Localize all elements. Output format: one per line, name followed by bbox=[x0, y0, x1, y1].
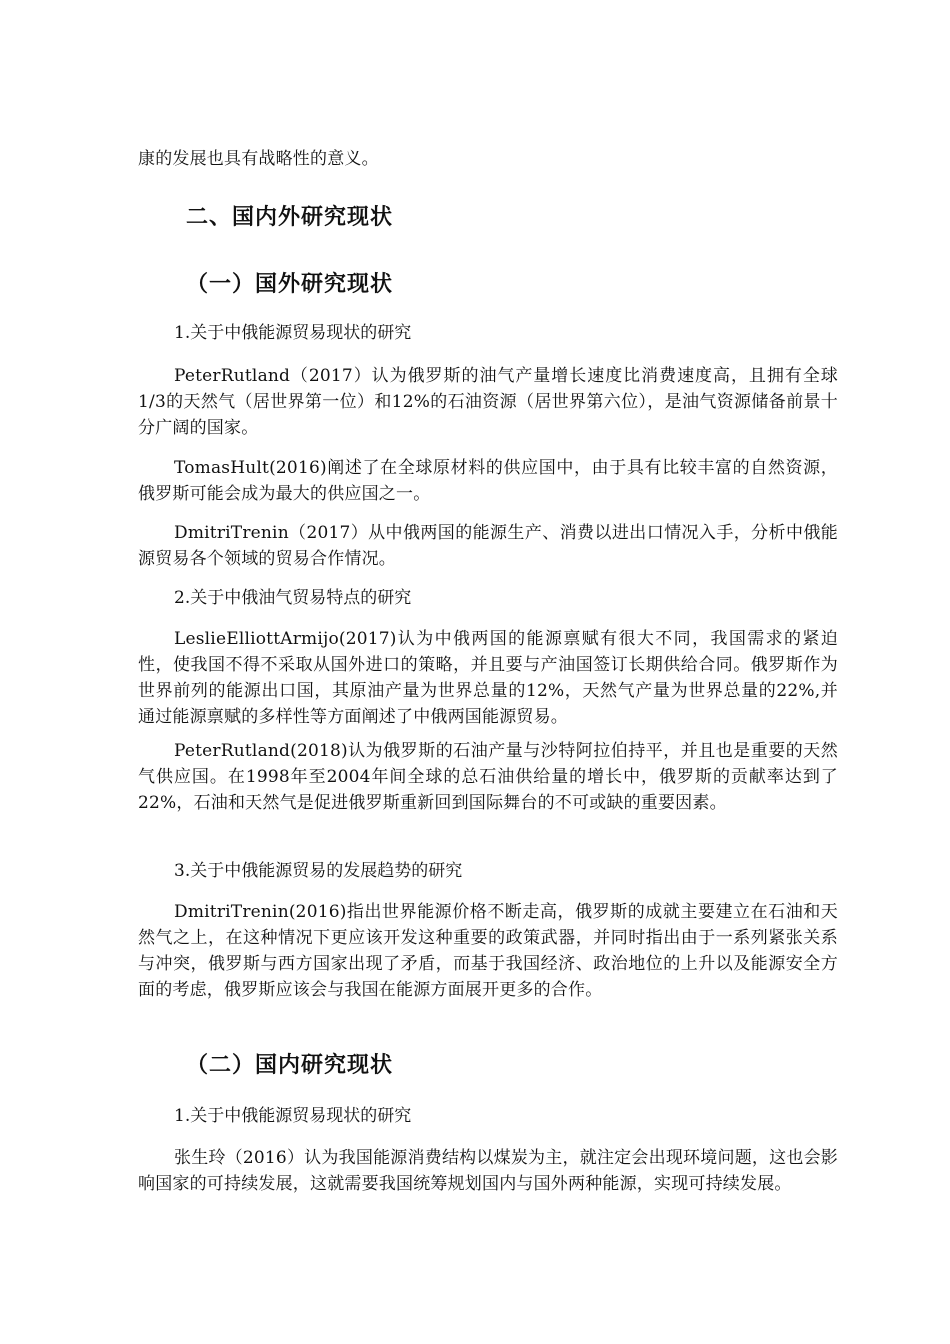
paragraph: TomasHult(2016)阐述了在全球原材料的供应国中，由于具有比较丰富的自然资源，俄罗斯可能会成为最大的供应国之一。 bbox=[138, 458, 838, 504]
paragraph: DmitriTrenin（2017）从中俄两国的能源生产、消费以进出口情况入手，分析中俄能源贸易各个领域的贸易合作情况。 bbox=[138, 523, 838, 569]
topic-heading-3: 3.关于中俄能源贸易的发展趋势的研究 bbox=[174, 861, 463, 881]
paragraph: 张生玲（2016）认为我国能源消费结构以煤炭为主，就注定会出现环境问题，这也会影响国家的可持续发展，这就需要我国统筹规划国内与国外两种能源，实现可持续发展。 bbox=[138, 1148, 838, 1194]
topic-heading-1: 1.关于中俄能源贸易现状的研究 bbox=[174, 323, 412, 343]
topic-heading-2: 2.关于中俄油气贸易特点的研究 bbox=[174, 588, 412, 608]
paragraph: DmitriTrenin(2016)指出世界能源价格不断走高，俄罗斯的成就主要建立在石油和天然气之上，在这种情况下更应该开发这种重要的政策武器，并同时指出由于一系列紧张关系与冲突，俄罗斯与西方国家出现了矛盾，而基于我国经济、政治地位的上升以及能源安全方面的考虑，俄罗斯应该会与我国在能源方面展开更多的合作。 bbox=[138, 902, 838, 1000]
paragraph: LeslieElliottArmijo(2017)认为中俄两国的能源禀赋有很大不同，我国需求的紧迫性，使我国不得不采取从国外进口的策略，并且要与产油国签订长期供给合同。俄罗斯作为世界前列的能源出口国，其原油产量为世界总量的12%，天然气产量为世界总量的22%,并通过能源禀赋的多样性等方面阐述了中俄两国能源贸易。 bbox=[138, 629, 838, 727]
subsection-heading-domestic: （二）国内研究现状 bbox=[186, 1053, 394, 1078]
topic-heading-domestic-1: 1.关于中俄能源贸易现状的研究 bbox=[174, 1106, 412, 1126]
continuation-paragraph: 康的发展也具有战略性的意义。 bbox=[138, 149, 379, 169]
paragraph: PeterRutland(2018)认为俄罗斯的石油产量与沙特阿拉伯持平，并且也是重要的天然气供应国。在1998年至2004年间全球的总石油供给量的增长中，俄罗斯的贡献率达到了22%，石油和天然气是促进俄罗斯重新回到国际舞台的不可或缺的重要因素。 bbox=[138, 741, 838, 813]
section-heading: 二、国内外研究现状 bbox=[186, 205, 394, 230]
paragraph: PeterRutland（2017）认为俄罗斯的油气产量增长速度比消费速度高，且拥有全球1/3的天然气（居世界第一位）和12%的石油资源（居世界第六位），是油气资源储备前景十分广阔的国家。 bbox=[138, 366, 838, 438]
subsection-heading-foreign: （一）国外研究现状 bbox=[186, 272, 394, 297]
